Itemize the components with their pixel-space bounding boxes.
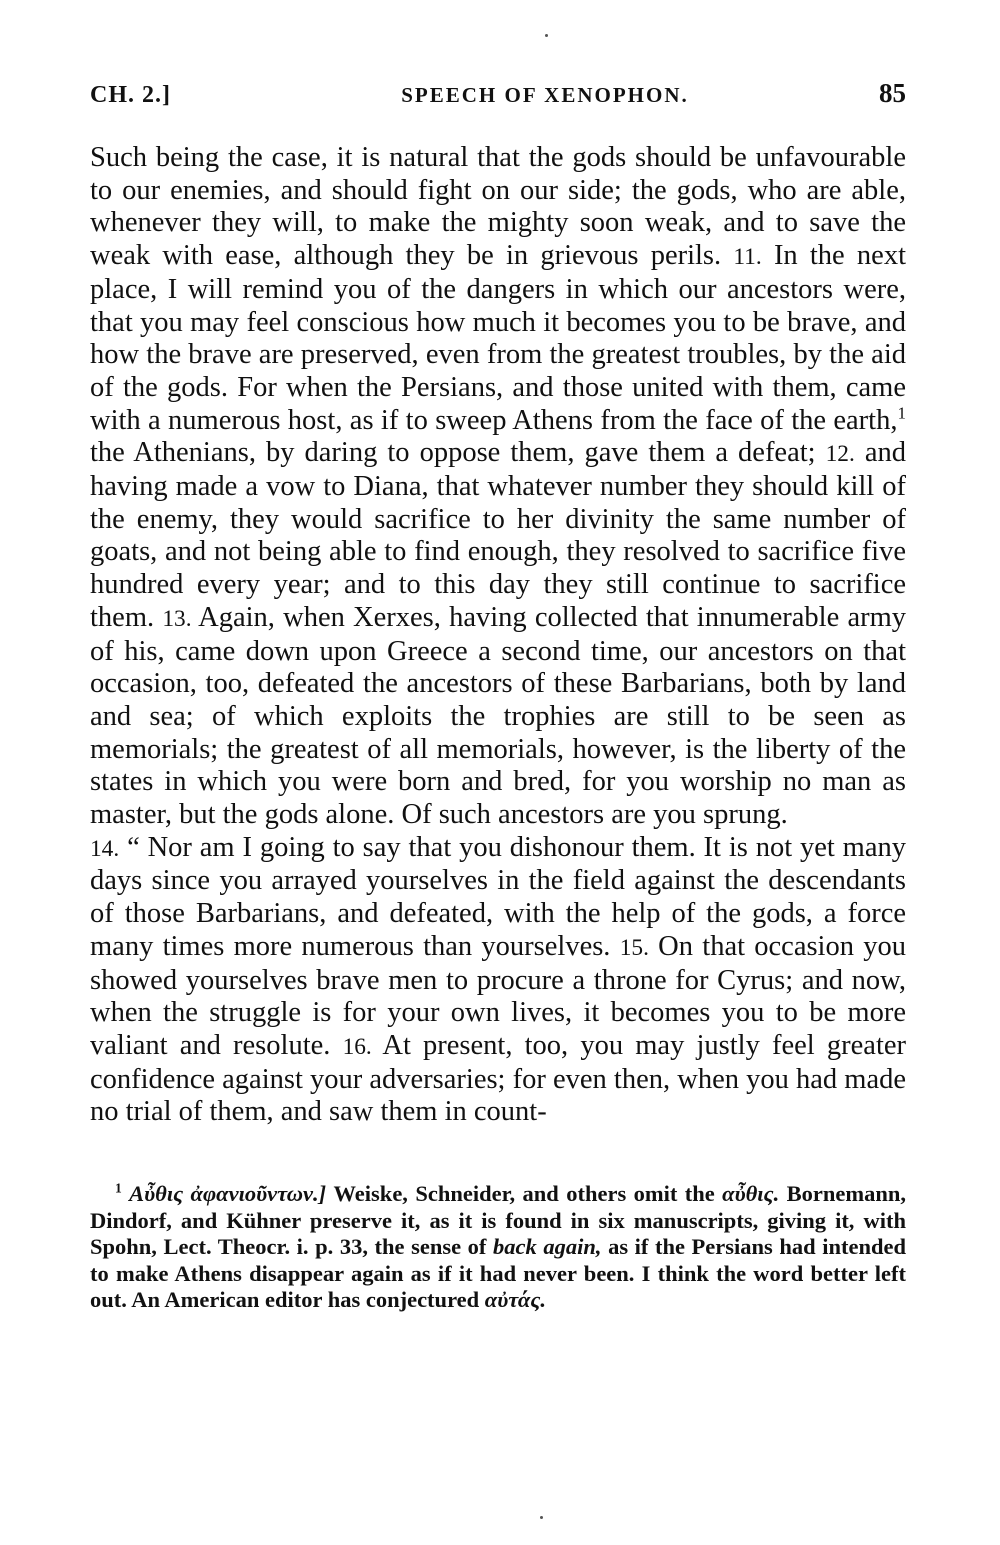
- section-number: 13.: [162, 605, 192, 632]
- text-segment: Such being the case, it is natural that the gods should be unfavourable to our enemies, and should fight on our side; the gods, who are able, whenever they will, to make the mighty soon weak, and to save the weak with ease, although they be in grievous perils.: [90, 142, 906, 272]
- footnote-area: [90, 1181, 906, 1314]
- running-head: [90, 78, 906, 118]
- greek-word: αὐτάς.: [484, 1287, 547, 1313]
- text-segment: and having made a vow to Diana, that whatever number they should kill of the enemy, they would sacrifice to her divinity the same number of goats, and not being able to find enough, they resolved to sacrifice five hundred every year; and to this day they still continue to sacrifice them.: [90, 437, 907, 633]
- chapter-label: CH. 2.]: [90, 82, 171, 108]
- greek-word: αὖθις.: [722, 1181, 780, 1207]
- section-number: 14.: [90, 835, 120, 862]
- footnote-marker: 1: [115, 1180, 122, 1196]
- print-speck: [545, 34, 548, 37]
- section-number: 12.: [825, 441, 855, 468]
- footnote-text: as if the Persians had intended to make Athens disappear again as if it had never been. I think the word better left out. An American editor has conjectured: [90, 1234, 907, 1313]
- text-segment: At present, too, you may justly feel greater confidence against your adversaries; for even then, when you had made no trial of them, and saw them in count-: [90, 1029, 906, 1128]
- emphasized-phrase: back again,: [493, 1234, 602, 1260]
- paragraph: [90, 832, 906, 1129]
- section-number: 11.: [733, 244, 762, 271]
- print-speck: [540, 1516, 543, 1519]
- text-segment: the Athenians, by daring to oppose them, gave them a defeat;: [90, 437, 816, 469]
- book-page: [90, 78, 906, 1314]
- paragraph: [90, 142, 906, 832]
- main-text: [90, 142, 906, 1129]
- page-title: SPEECH OF XENOPHON.: [401, 83, 689, 107]
- page-number: 85: [879, 78, 906, 108]
- footnote-text: Bornemann, Dindorf, and Kühner preserve it, as it is found in six manuscripts, giving it, with Spohn, Lect. Theocr. i. p. 33, the sense of: [90, 1181, 906, 1260]
- footnote-lemma: Αὖθις ἀφανιοῦντων.]: [129, 1181, 327, 1207]
- text-segment: “ Nor am I going to say that you dishonour them. It is not yet many days since you arrayed yourselves in the field against the descendants of those Barbarians, and defeated, with the help of the gods, a force many times more numerous than yourselves.: [90, 831, 906, 962]
- text-segment: On that occasion you showed yourselves brave men to procure a throne for Cyrus; and now, when the struggle is for your own lives, it becomes you to be more valiant and resolute.: [90, 930, 906, 1061]
- text-segment: In the next place, I will remind you of the dangers in which our ancestors were, that you may feel conscious how much it becomes you to be brave, and how the brave are preserved, even from the greatest troubles, by the aid of the gods. For when the Persians, and those united with them, came with a numerous host, as if to sweep Athens from the face of the earth,: [90, 240, 906, 436]
- section-number: 16.: [342, 1033, 372, 1060]
- footnote-text: Weiske, Schneider, and others omit the: [333, 1181, 715, 1207]
- text-segment: Again, when Xerxes, having collected that innumerable army of his, came down upon Greece a second time, our ancestors on that occasion, too, defeated the ancestors of these Barbarians, both by land and sea; of which exploits the trophies are still to be seen as memorials; the greatest of all memorials, however, is the liberty of the states in which you were born and bred, for you worship no man as master, but the gods alone. Of such ancestors are you sprung.: [90, 601, 906, 831]
- footnote: [90, 1181, 906, 1314]
- section-number: 15.: [619, 934, 649, 961]
- footnote-reference[interactable]: 1: [897, 403, 906, 423]
